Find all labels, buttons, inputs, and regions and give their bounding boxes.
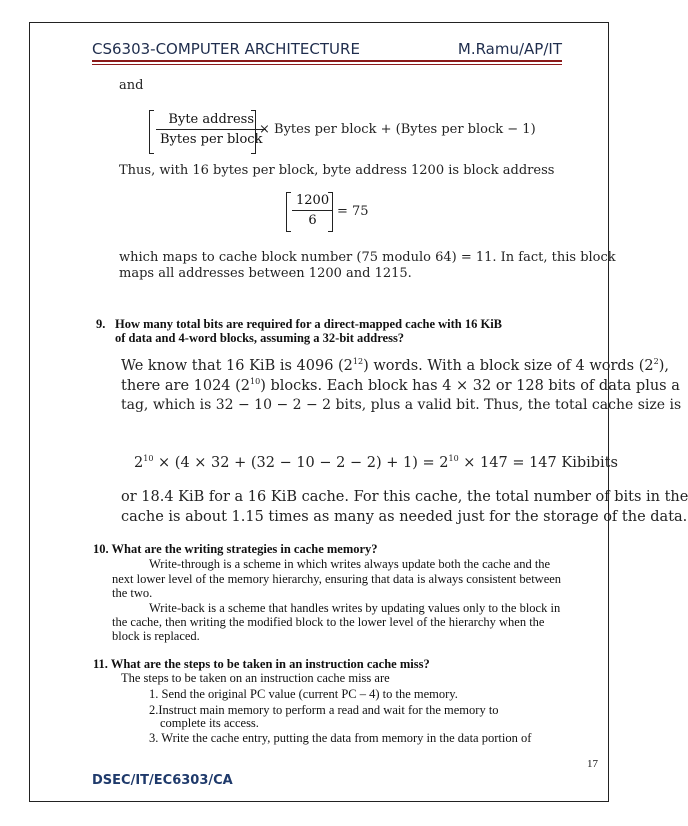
q10-p2-line-2: the cache, then writing the modified block to the lower level of the hierarchy when the <box>112 615 545 629</box>
q9-answer-line-4: or 18.4 KiB for a 16 KiB cache. For this cache, the total number of bits in the <box>121 489 688 505</box>
maps-line-2: maps all addresses between 1200 and 1215. <box>119 266 412 281</box>
q11-step-1: 1. Send the original PC value (current PC – 4) to the memory. <box>149 687 458 701</box>
page-number: 17 <box>587 758 598 770</box>
q10-p2-line-1: Write-back is a scheme that handles writes by updating values only to the block in <box>149 601 561 615</box>
right-bracket <box>251 110 256 154</box>
q9-equation: $2^{10} \times (4 \times 32 + (32 - 10 - 2 - 2) + 1) = 2^{10} \times 147 = 147$ Kibibits <box>134 454 618 471</box>
header-rule <box>92 60 562 62</box>
right-bracket-2 <box>328 192 333 232</box>
left-bracket <box>149 110 154 154</box>
footer-code: DSEC/IT/EC6303/CA <box>92 773 233 788</box>
q11-step-3: 3. Write the cache entry, putting the data from memory in the data portion of <box>149 731 532 745</box>
byte-address-fraction <box>156 112 266 147</box>
maps-line-1: which maps to cache block number (75 modulo 64) = 11. In fact, this block <box>119 250 616 265</box>
block-fraction <box>292 193 333 228</box>
q11-step-2-line-2: complete its access. <box>160 716 259 730</box>
q9-answer-line-5: cache is about 1.15 times as many as needed just for the storage of the data. <box>121 509 688 525</box>
q11-title: 11. What are the steps to be taken in an instruction cache miss? <box>93 657 430 671</box>
left-bracket-2 <box>286 192 291 232</box>
fraction-denominator-2: 6 <box>308 213 317 228</box>
q10-p1-line-2: next lower level of the memory hierarchy, ensuring that data is always consistent between <box>112 572 562 586</box>
q9-answer-line-1: We know that 16 KiB is 4096 $(2^{12})$ words. With a block size of 4 words $(2^2)$, <box>121 357 669 374</box>
q11-intro: The steps to be taken on an instruction cache miss are <box>121 671 390 685</box>
fraction-denominator: Bytes per block <box>160 132 263 147</box>
q10-title: 10. What are the writing strategies in cache memory? <box>93 542 378 556</box>
q10-p1-line-1: Write-through is a scheme in which writes always update both the cache and the <box>149 557 551 571</box>
formula-rest: × Bytes per block + (Bytes per block − 1) <box>259 122 536 137</box>
header-rule-thin <box>92 64 562 65</box>
q10-p2-line-3: block is replaced. <box>112 629 200 643</box>
thus-line: Thus, with 16 bytes per block, byte address 1200 is block address <box>119 163 555 178</box>
and-text: and <box>119 78 144 93</box>
fraction-numerator: Byte address <box>156 112 266 130</box>
fraction-numerator-2: 1200 <box>292 193 333 211</box>
q9-number: 9. <box>96 317 106 331</box>
q9-line-2: of data and 4-word blocks, assuming a 32-bit address? <box>115 331 405 345</box>
q9-answer-line-2: there are 1024 $(2^{10})$ blocks. Each block has 4 × 32 or 128 bits of data plus a <box>121 377 680 394</box>
fraction-result: = 75 <box>337 204 369 219</box>
q11-step-2-line-1: 2.Instruct main memory to perform a read and wait for the memory to <box>149 703 499 717</box>
q9-answer-line-3: tag, which is 32 − 10 − 2 − 2 bits, plus a valid bit. Thus, the total cache size is <box>121 397 682 413</box>
q10-p1-line-3: the two. <box>112 586 153 600</box>
q9-line-1: How many total bits are required for a direct-mapped cache with 16 KiB <box>115 317 503 331</box>
course-title: CS6303-COMPUTER ARCHITECTURE <box>92 40 360 58</box>
author: M.Ramu/AP/IT <box>457 40 562 58</box>
